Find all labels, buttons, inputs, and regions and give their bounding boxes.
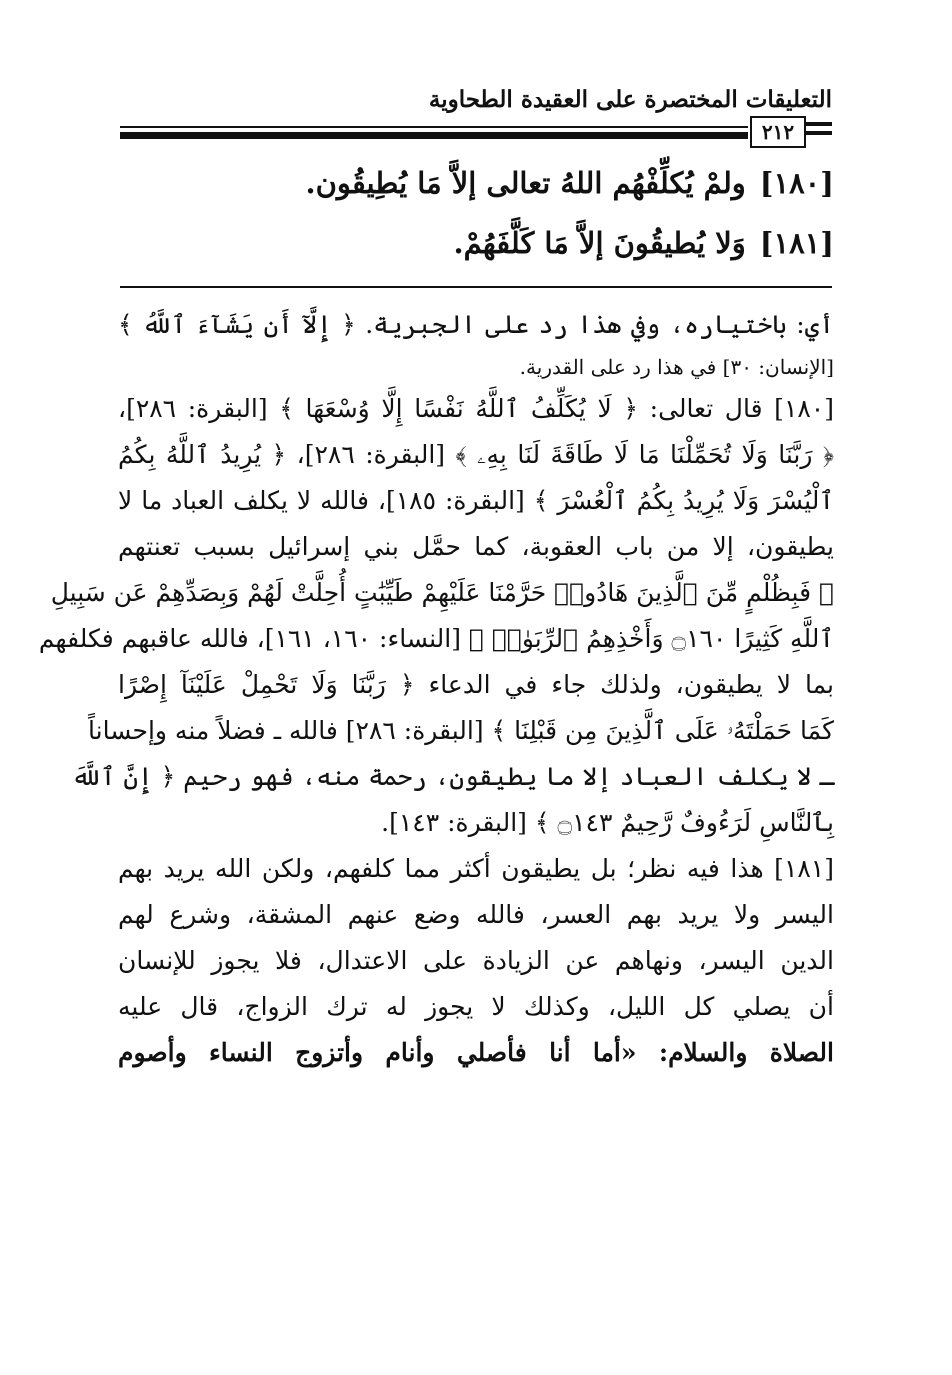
footnote-divider [120,286,832,288]
commentary-line: أي: باختياره، وفي هذا رد على الجبرية. ﴿ إِلَّآ أَن يَشَآءَ ٱللَّهُ ﴾ [118,310,834,339]
matn-number: [١٨١] [759,226,834,260]
commentary-line: ٱلْيُسْرَ وَلَا يُرِيدُ بِكُمُ ٱلْعُسْرَ ﴾ [البقرة: ١٨٥]، فالله لا يكلف العباد ما لا [118,486,834,515]
page-number: ٢١٢ [750,116,806,148]
commentary-line: يطيقون، إلا من باب العقوبة، كما حمَّل بني إسرائيل بسبب تعنتهم [118,532,834,561]
commentary-line: ٱللَّهِ كَثِيرًا ۝١٦٠ وَأَخْذِهِمُ ٱلرِّبَوٰا۟ ﴾ [النساء: ١٦٠، ١٦١]، فالله عاقبهم فكلفهم [38,624,834,653]
commentary-line: بما لا يطيقون، ولذلك جاء في الدعاء ﴿ رَبَّنَا وَلَا تَحْمِلْ عَلَيْنَآ إِصْرًا [118,670,834,699]
commentary-line: بِٱلنَّاسِ لَرَءُوفٌ رَّحِيمٌ ۝١٤٣ ﴾ [البقرة: ١٤٣]. [381,808,834,837]
commentary-block [38,302,834,1076]
matn-number: [١٨٠] [759,166,834,200]
header-rule-thin [120,126,748,128]
matn-line-181 [120,226,834,260]
commentary-line: اليسر ولا يريد بهم العسر، فالله وضع عنهم المشقة، وشرع لهم [118,900,834,929]
matn-line-180 [120,166,834,200]
matn-text: وَلا يُطيقُونَ إلاَّ مَا كَلَّفَهُمْ. [453,226,746,260]
page-number-ornament-top [806,122,832,126]
header-rule [120,132,748,139]
commentary-line: أن يصلي كل الليل، وكذلك لا يجوز له ترك الزواج، قال عليه [118,992,834,1021]
commentary-line: الصلاة والسلام: «أما أنا فأصلي وأنام وأتزوج النساء وأصوم [118,1038,834,1067]
commentary-line: ﴿ رَبَّنَا وَلَا تُحَمِّلْنَا مَا لَا طَاقَةَ لَنَا بِهِۦ ﴾ [البقرة: ٢٨٦]، ﴿ يُرِيدُ ٱللَّهُ بِكُمُ [118,440,834,469]
commentary-line: كَمَا حَمَلْتَهُۥ عَلَى ٱلَّذِينَ مِن قَبْلِنَا ﴾ [البقرة: ٢٨٦] فالله ـ فضلاً منه وإحساناً [88,716,834,745]
matn-text: ولمْ يُكلِّفْهُم اللهُ تعالى إلاَّ مَا يُطِيقُون. [305,166,746,200]
commentary-line: [١٨٠] قال تعالى: ﴿ لَا يُكَلِّفُ ٱللَّهُ نَفْسًا إِلَّا وُسْعَهَا ﴾ [البقرة: ٢٨٦]، [118,394,834,423]
commentary-line: [١٨١] هذا فيه نظر؛ بل يطيقون أكثر مما كلفهم، ولكن الله يريد بهم [118,854,834,883]
page-number-ornament-bottom [806,131,832,135]
commentary-line: ـ لا يكلف العباد إلا ما يطيقون، رحمة منه، فهو رحيم ﴿ إِنَّ ٱللَّهَ [71,762,834,791]
running-title: التعليقات المختصرة على العقيدة الطحاوية [428,86,832,113]
commentary-line: الدين اليسر، ونهاهم عن الزيادة على الاعتدال، فلا يجوز للإنسان [118,946,834,975]
commentary-line: [الإنسان: ٣٠] في هذا رد على القدرية. [519,355,834,379]
commentary-line: ﴿ فَبِظُلْمٍ مِّنَ ٱلَّذِينَ هَادُوا۟ حَرَّمْنَا عَلَيْهِمْ طَيِّبَٰتٍ أُحِلَّتْ لَهُمْ وَبِصَدِّهِمْ عَن سَبِيلِ [50,578,834,607]
